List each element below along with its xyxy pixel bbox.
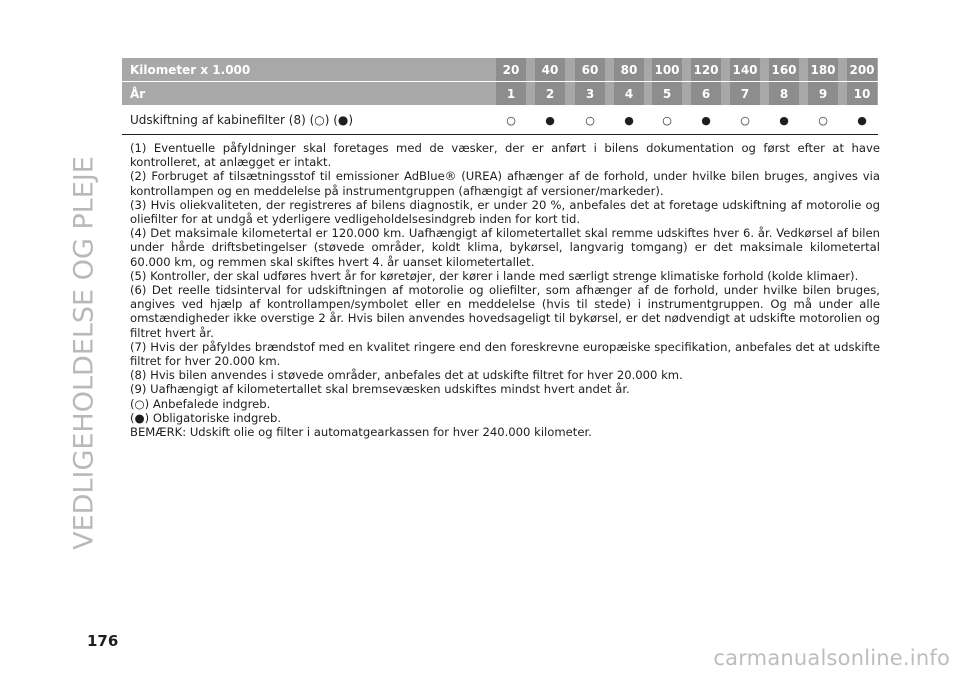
- interval-marker: ○: [662, 113, 672, 127]
- km-cell: 120: [691, 58, 721, 81]
- interval-marker: ○: [506, 113, 516, 127]
- footnote: (1) Eventuelle påfyldninger skal foretages med de væsker, der er anført i bilens dokumentation og først efter at have kontrolleret, at anlægget er intakt.: [130, 141, 880, 170]
- footnotes: [130, 141, 880, 439]
- year-cell: 7: [730, 82, 760, 105]
- table-row-cabin-filter: [122, 106, 878, 135]
- interval-marker: ●: [701, 113, 711, 127]
- km-cell: 40: [535, 58, 565, 81]
- year-cell: 9: [808, 82, 838, 105]
- legend-recommended: (○) Anbefalede indgreb.: [130, 396, 271, 411]
- km-cell: 140: [730, 58, 760, 81]
- km-header-label: Kilometer x 1.000: [130, 62, 251, 77]
- year-cell: 5: [652, 82, 682, 105]
- footnote: (2) Forbruget af tilsætningsstof til emissioner AdBlue® (UREA) afhænger af de forhold, under hvilke bilen bruges, angives via kontrollampen og en meddelelse på instrumentgruppen (afhængigt af versioner/markeder).: [130, 169, 880, 198]
- table-header-year: [122, 82, 878, 105]
- year-cell: 3: [575, 82, 605, 105]
- maintenance-table: [122, 58, 878, 135]
- km-cell: 100: [652, 58, 682, 81]
- footnote: (3) Hvis oliekvaliteten, der registreres af bilens diagnostik, er under 20 %, anbefales det at foretage udskiftning af motorolie og oliefilter for at undgå et yderligere vedligeholdelsesindgreb inden for kort tid.: [130, 197, 880, 227]
- year-cell: 6: [691, 82, 721, 105]
- km-cell: 80: [614, 58, 644, 81]
- interval-marker: ●: [545, 113, 555, 127]
- interval-marker: ●: [779, 113, 789, 127]
- km-cell: 180: [808, 58, 838, 81]
- footnote: (8) Hvis bilen anvendes i støvede områder, anbefales det at udskifte filtret for hver 20.000 km.: [130, 368, 683, 383]
- km-cell: 20: [496, 58, 526, 81]
- year-cell: 8: [769, 82, 799, 105]
- interval-marker: ●: [857, 113, 867, 127]
- note-remark: BEMÆRK: Udskift olie og filter i automatgearkassen for hver 240.000 kilometer.: [130, 425, 592, 440]
- section-side-title: VEDLIGEHOLDELSE OG PLEJE: [68, 156, 100, 550]
- year-cell: 2: [535, 82, 565, 105]
- watermark: carmanualsonline.info: [713, 646, 950, 670]
- footnote: (5) Kontroller, der skal udføres hvert år for køretøjer, der kører i lande med særligt strenge klimatiske forhold (kolde klimaer).: [130, 268, 859, 283]
- km-cell: 60: [575, 58, 605, 81]
- page-number: 176: [87, 632, 119, 650]
- interval-marker: ○: [585, 113, 595, 127]
- footnote: (6) Det reelle tidsinterval for udskiftningen af motorolie og oliefilter, som afhænger af de forhold, under hvilke bilen bruges, angives ved hjælp af kontrollampen/symbolet eller en meddelelse (hvis til stede) i instrumentgruppen. Og må under alle omstændigheder ikke overstige 2 år. Hvis bilen anvendes hovedsageligt til bykørsel, er det nødvendigt at udskifte motorolien og filtret hvert år.: [130, 283, 880, 340]
- year-header-label: År: [130, 86, 146, 101]
- table-header-km: [122, 58, 878, 81]
- interval-marker: ○: [818, 113, 828, 127]
- legend-mandatory: (●) Obligatoriske indgreb.: [130, 410, 282, 425]
- interval-marker: ○: [740, 113, 750, 127]
- footnote: (7) Hvis der påfyldes brændstof med en kvalitet ringere end den foreskrevne europæiske specifikation, anbefales det at udskifte filtret for hver 20.000 km.: [130, 339, 880, 369]
- km-cell: 160: [769, 58, 799, 81]
- year-cell: 4: [614, 82, 644, 105]
- footnote: (9) Uafhængigt af kilometertallet skal bremsevæsken udskiftes mindst hvert andet år.: [130, 382, 630, 397]
- interval-marker: ●: [624, 113, 634, 127]
- row-label: Udskiftning af kabinefilter (8) (○) (●): [130, 113, 354, 127]
- footnote: (4) Det maksimale kilometertal er 120.000 km. Uafhængigt af kilometertallet skal remme udskiftes hver 6. år. Vedkørsel af bilen under hårde driftsbetingelser (støvede områder, koldt klima, bykørsel, langvarig tomgang) er det maksimale kilometertal 60.000 km, og remmen skal skiftes hvert 4. år uanset kilometertallet.: [130, 226, 880, 269]
- year-cell: 1: [496, 82, 526, 105]
- km-cell: 200: [847, 58, 877, 81]
- year-cell: 10: [847, 82, 877, 105]
